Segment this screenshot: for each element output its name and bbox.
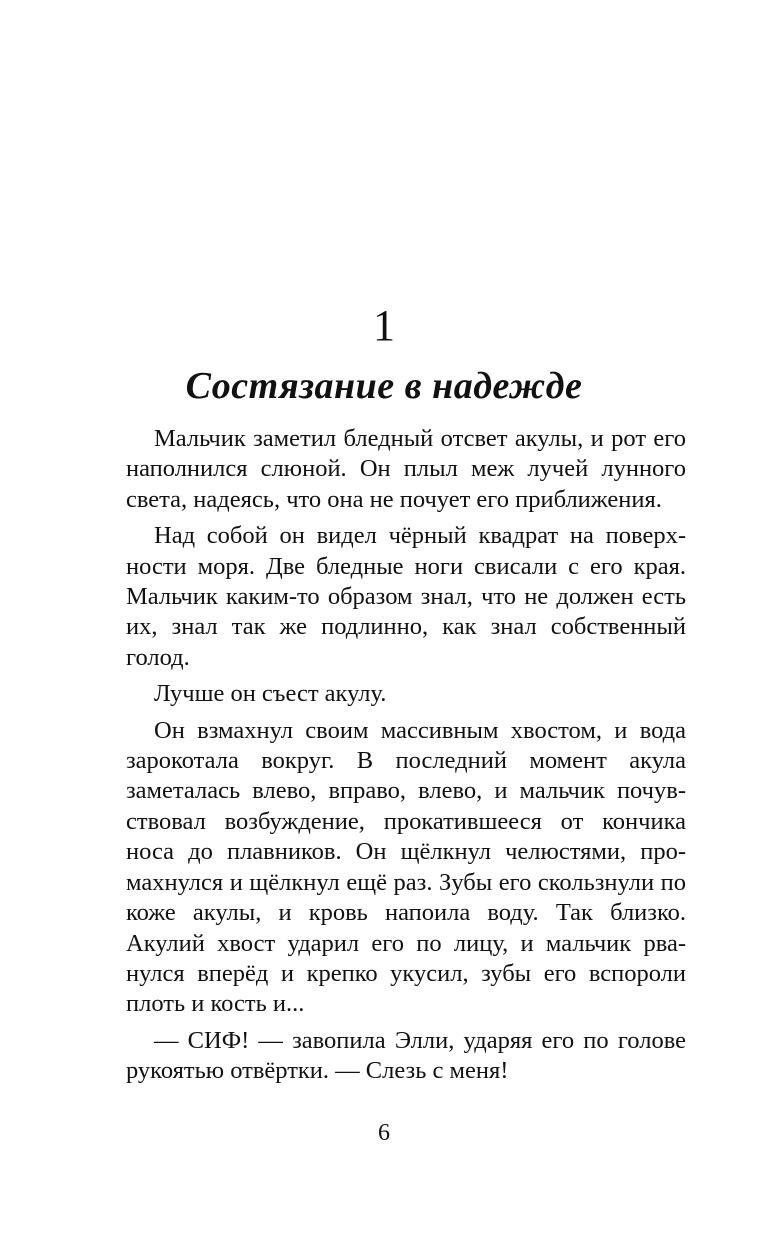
page-number: 6 (378, 1120, 390, 1146)
paragraph: Он взмахнул своим массивным хвостом, и вода зарокотала вокруг. В последний момент акула заметалась влево, вправо, влево, и мальчик почувствовал возбуждение, прокатившееся от кончика носа до плавников. Он щёлкнул челюстями, промахнулся и щёлкнул ещё раз. Зубы его скользнули по коже акулы, и кровь напоила воду. Так близко. Акулий хвост ударил его по лицу, и мальчик рванулся вперёд и крепко укусил, зубы его вспороли плоть и кость и... (126, 716, 686, 1018)
paragraph: — СИФ! — завопила Элли, ударяя его по голове рукоятью отвёртки. — Слезь с меня! (126, 1026, 686, 1085)
paragraph: Мальчик заметил бледный отсвет акулы, и рот его наполнился слюной. Он плыл меж лучей лунного света, надеясь, что она не почует его приближения. (126, 425, 686, 513)
chapter-title: Состязание в надежде (185, 365, 583, 407)
paragraph: Лучше он съест акулу. (154, 680, 387, 708)
chapter-body (126, 424, 686, 1093)
paragraph: Над собой он видел чёрный квадрат на поверхности моря. Две бледные ноги свисали с его края. Мальчик каким-то образом знал, что не должен есть их, знал так же подлинно, как знал собственный голод. (126, 522, 686, 671)
chapter-number: 1 (373, 301, 395, 350)
